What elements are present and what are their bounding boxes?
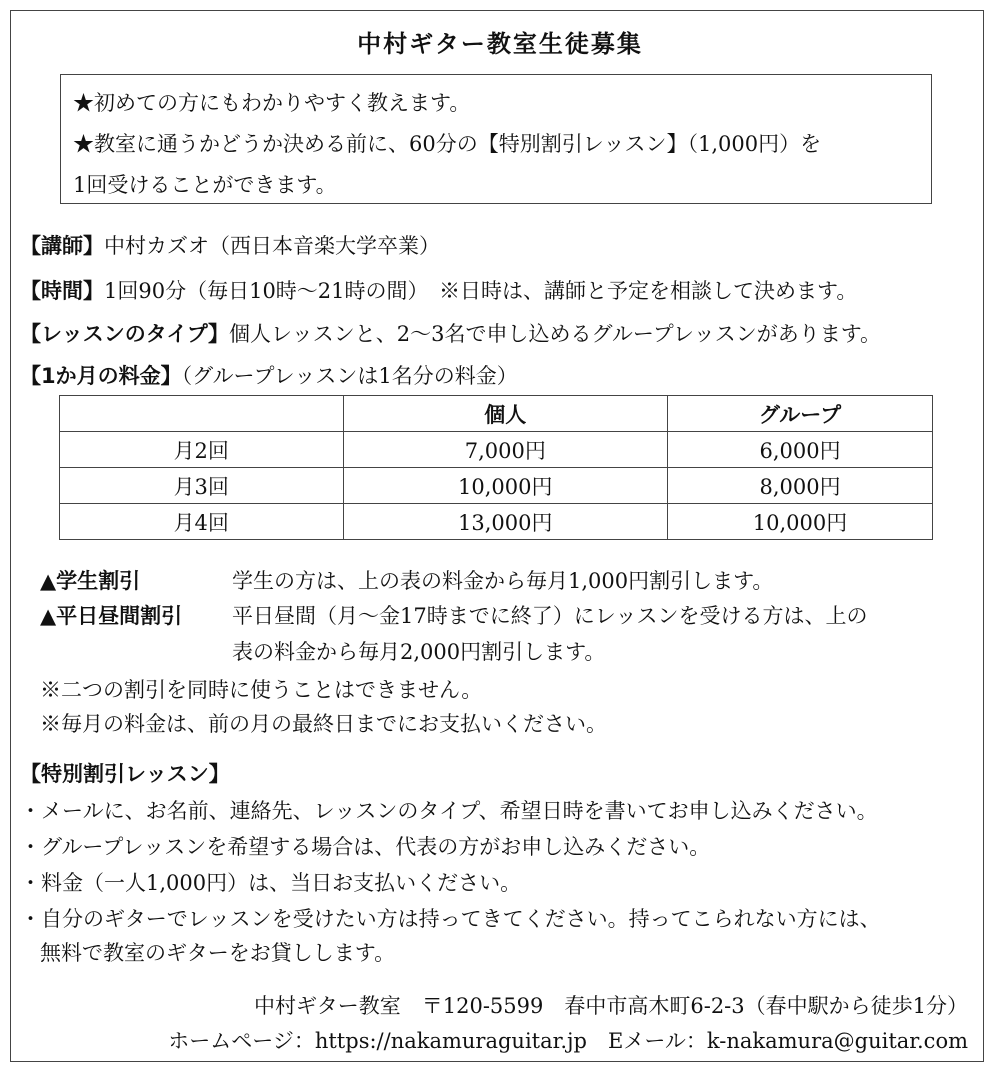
time-value: 1回90分（毎日10時～21時の間） ※日時は、講師と予定を相談して決めます。	[104, 279, 858, 303]
table-cell: 8,000円	[668, 468, 933, 504]
intro-box	[60, 74, 932, 204]
school-address: 中村ギター教室 〒120-5599 春中市高木町6-2-3（春中駅から徒歩1分）	[253, 994, 968, 1018]
table-cell: 13,000円	[343, 504, 668, 540]
table-cell: 7,000円	[343, 432, 668, 468]
special-lesson-item: ・自分のギターでレッスンを受けたい方は持ってきてください。持ってこられない方には、	[20, 907, 881, 931]
fee-table	[59, 395, 933, 540]
special-lesson-heading: 【特別割引レッスン】	[20, 762, 230, 786]
special-lesson-item: ・料金（一人1,000円）は、当日お支払いください。	[20, 871, 522, 895]
intro-line: ★初めての方にもわかりやすく教えます。	[73, 91, 471, 115]
discount-note: ※二つの割引を同時に使うことはできません。	[40, 678, 483, 702]
weekday-discount-text: 表の料金から毎月2,000円割引します。	[232, 640, 606, 664]
fee-note: （グループレッスンは1名分の料金）	[181, 364, 518, 388]
student-discount-label: ▲学生割引	[40, 569, 141, 593]
special-lesson-item: 無料で教室のギターをお貸しします。	[40, 941, 396, 965]
table-row	[60, 432, 933, 468]
teacher-label: 【講師】	[20, 234, 104, 258]
time-label: 【時間】	[20, 279, 104, 303]
special-lesson-item: ・グループレッスンを希望する場合は、代表の方がお申し込みください。	[20, 835, 711, 859]
table-cell: 10,000円	[343, 468, 668, 504]
lesson-type-row	[20, 318, 881, 348]
intro-line: 1回受けることができます。	[73, 173, 337, 197]
table-header-row	[60, 396, 933, 432]
lesson-type-value: 個人レッスンと、2～3名で申し込めるグループレッスンがあります。	[228, 322, 882, 346]
table-header-cell: 個人	[343, 396, 668, 432]
table-cell: 6,000円	[668, 432, 933, 468]
table-cell: 月4回	[60, 504, 344, 540]
contact-line: ホームページ：https://nakamuraguitar.jp Eメール：k-nakamura@guitar.com	[168, 1029, 968, 1053]
weekday-discount-text: 平日昼間（月～金17時までに終了）にレッスンを受ける方は、上の	[232, 604, 868, 628]
table-row	[60, 468, 933, 504]
table-cell: 10,000円	[668, 504, 933, 540]
fee-label: 【1か月の料金】	[20, 364, 182, 388]
student-discount-text: 学生の方は、上の表の料金から毎月1,000円割引します。	[232, 569, 774, 593]
weekday-discount-label: ▲平日昼間割引	[40, 604, 183, 628]
time-row	[20, 275, 857, 305]
table-cell: 月3回	[60, 468, 344, 504]
page-title: 中村ギター教室生徒募集	[357, 30, 643, 58]
fee-heading-row	[20, 360, 518, 390]
table-cell: 月2回	[60, 432, 344, 468]
teacher-row	[20, 230, 440, 260]
payment-note: ※毎月の料金は、前の月の最終日までにお支払いください。	[40, 712, 607, 736]
table-header-cell: グループ	[668, 396, 933, 432]
intro-line: ★教室に通うかどうか決める前に、60分の【特別割引レッスン】（1,000円）を	[73, 132, 822, 156]
table-header-cell	[60, 396, 344, 432]
lesson-type-label: 【レッスンのタイプ】	[20, 322, 229, 346]
special-lesson-item: ・メールに、お名前、連絡先、レッスンのタイプ、希望日時を書いてお申し込みください。	[20, 799, 878, 823]
table-row	[60, 504, 933, 540]
teacher-value: 中村カズオ（西日本音楽大学卒業）	[104, 234, 440, 258]
